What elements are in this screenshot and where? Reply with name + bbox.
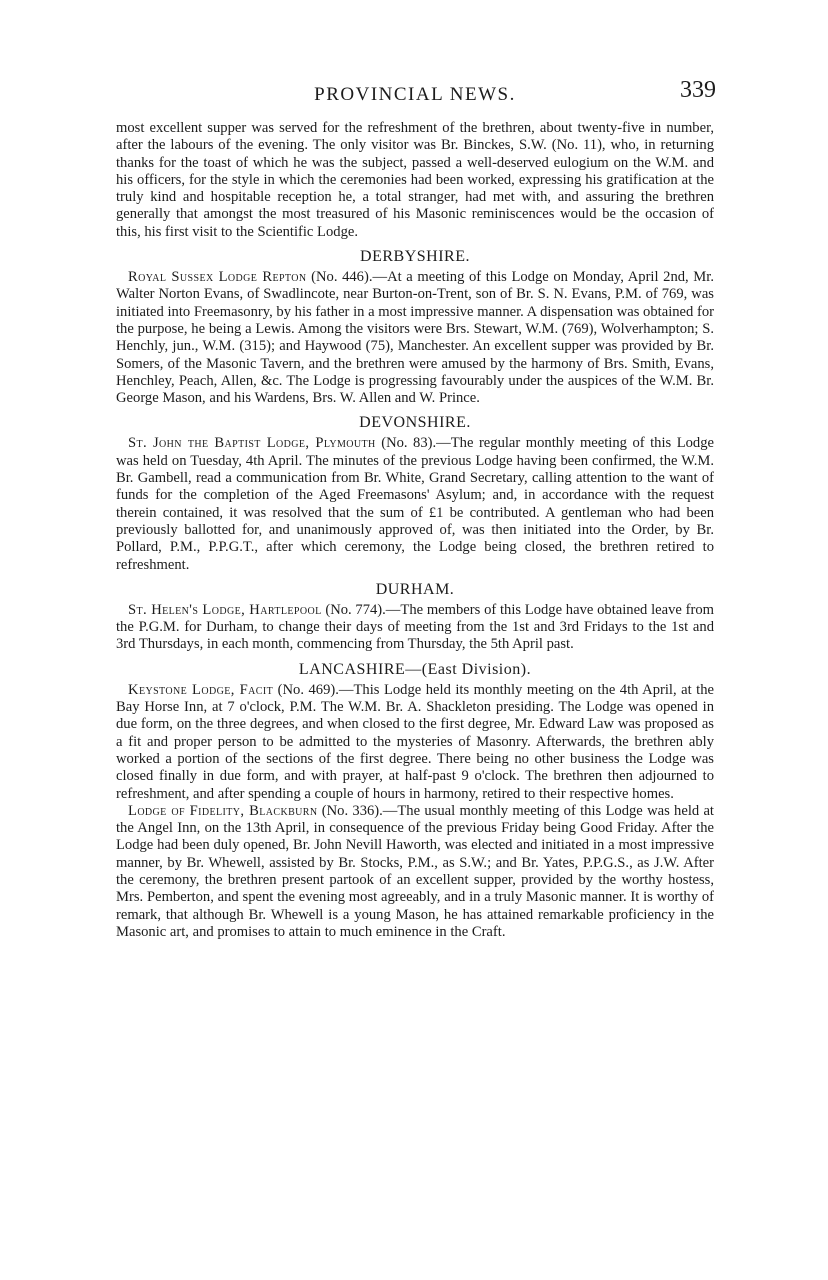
running-head: PROVINCIAL NEWS. <box>314 84 516 105</box>
article-text: (No. 469).—This Lodge held its monthly meeting on the 4th April, at the Bay Horse Inn, at 7 o'clock, P.M. The W.M. Br. A. Shackleton presiding. The Lodge was opened in due form, on the three degrees, and when closed to the first degree, Mr. Edward Law was proposed as a fit and proper person to be admitted to the mysteries of Masonry. Afterwards, the brethren ably worked a portion of the sections of the first degree. There being no other business the Lodge was closed finally in due form, and with prayer, at half-past 9 o'clock. The brethren then adjourned to refreshment, and after spending a couple of hours in harmony, retired to their respective homes. <box>116 681 715 802</box>
article-paragraph <box>116 682 714 803</box>
section-heading-durham: DURHAM. <box>375 580 455 598</box>
page-number: 339 <box>680 77 716 103</box>
section-heading-lancashire: LANCASHIRE—(East Division). <box>298 660 532 678</box>
lodge-name: Lodge of Fidelity, Blackburn <box>128 802 318 819</box>
lodge-name: Keystone Lodge, Facit <box>128 681 274 698</box>
section-heading-derbyshire: DERBYSHIRE. <box>360 248 470 266</box>
document-page <box>116 77 716 941</box>
article-text: (No. 774).—The members of this Lodge have obtained leave from the P.G.M. for Durham, to change their days of meeting from the 1st and 3rd Fridays to the 1st and 3rd Thursdays, in each month, commencing from Thursday, the 5th April past. <box>116 601 714 653</box>
article-paragraph <box>116 602 714 654</box>
article-paragraph <box>116 803 714 941</box>
lodge-name: St. John the Baptist Lodge, Plymouth <box>128 435 376 452</box>
article-text: (No. 336).—The usual monthly meeting of this Lodge was held at the Angel Inn, on the 13th April, in consequence of the previous Friday being Good Friday. After the Lodge had been duly opened, Br. John Nevill Haworth, was elected and initiated in a most impressive manner, by Br. Whewell, assisted by Br. Stocks, P.M., as S.W.; and Br. Yates, P.P.G.S., as J.W. After the ceremony, the brethren present partook of an excellent supper, provided by the worthy hostess, Mrs. Pemberton, and spent the evening most agreeably, and in a truly Masonic manner. It is worthy of remark, that although Br. Whewell is a young Mason, he has attained remarkable proficiency in the Masonic art, and promises to attain to much eminence in the Craft. <box>116 802 714 940</box>
section-heading-devonshire: DEVONSHIRE. <box>359 414 471 432</box>
lodge-name: St. Helen's Lodge, Hartlepool <box>128 601 322 618</box>
lodge-name: Royal Sussex Lodge Repton <box>128 269 307 286</box>
article-text: (No. 446).—At a meeting of this Lodge on Monday, April 2nd, Mr. Walter Norton Evans, of Swadlincote, near Burton-on-Trent, son of Br. S. N. Evans, P.M. of 769, was initiated into Freemasonry, by his father in a most impressive manner. A dispensation was obtained for the purpose, he being a Lewis. Among the visitors were Brs. Stewart, W.M. (769), Wolverhampton; S. Henchly, jun., W.M. (315); and Haywood (75), Manchester. An excellent supper was provided by Br. Somers, of the Masonic Tavern, and the brethren were amused by the harmony of Brs. Smith, Evans, Henchley, Peach, Allen, &c. The Lodge is progressing favourably under the auspices of the W.M. Br. George Mason, and his Wardens, Brs. W. Allen and W. Prince. <box>116 269 714 407</box>
article-paragraph <box>116 269 714 407</box>
article-paragraph <box>116 435 714 573</box>
opening-paragraph: most excellent supper was served for the refreshment of the brethren, about twenty-five in number, after the labours of the evening. The only visitor was Br. Binckes, S.W. (No. 11), who, in returning thanks for the toast of which he was the subject, passed a well-deserved eulogium on the W.M. and his officers, for the style in which the ceremonies had been worked, expressing his gratification at the truly kind and hospitable reception he, a total stranger, had met with, and assuring the brethren generally that amongst the most treasured of his Masonic reminiscences would be the occasion of this, his first visit to the Scientific Lodge. <box>116 120 714 240</box>
article-text: (No. 83).—The regular monthly meeting of this Lodge was held on Tuesday, 4th April. The minutes of the previous Lodge having been confirmed, the W.M. Br. Gambell, read a communication from Br. White, Grand Secretary, calling attention to the want of funds for the completion of the Aged Freemasons' Asylum; and, in accordance with the request therein contained, it was resolved that the sum of £1 be contributed. A gentleman who had been previously ballotted for, and unanimously approved of, was then initiated into the Order, by Br. Pollard, P.M., P.P.G.T., after which ceremony, the Lodge being closed, the brethren retired to refreshment. <box>116 435 714 573</box>
page-header <box>116 77 716 110</box>
